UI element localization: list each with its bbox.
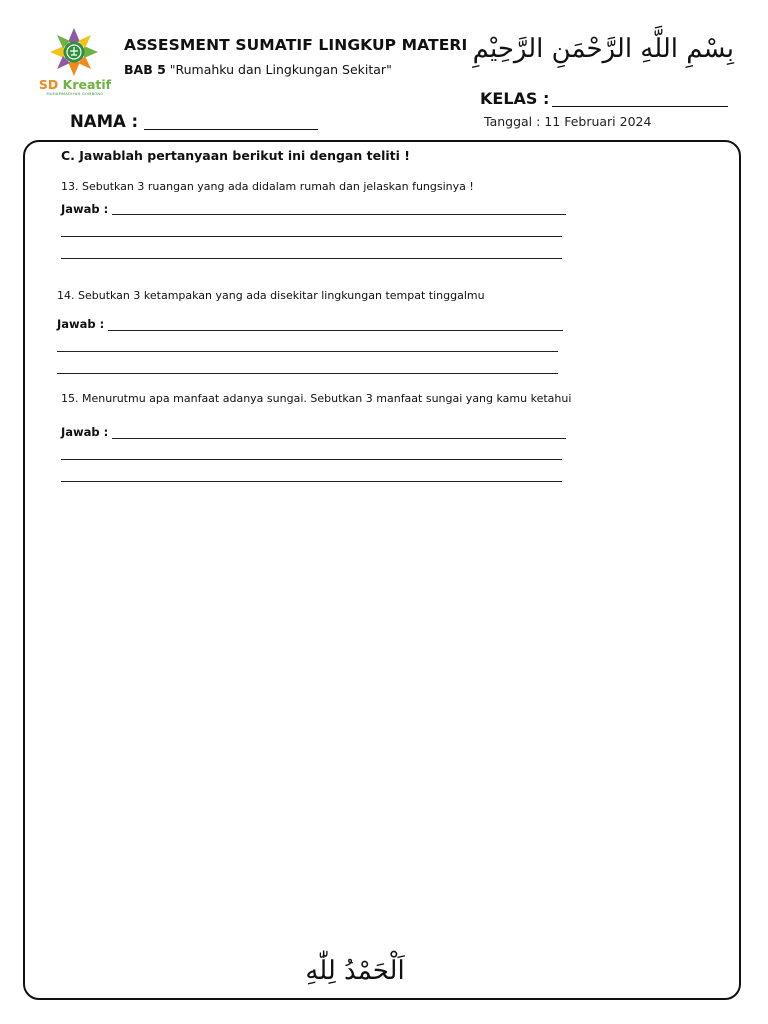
kelas-field[interactable] xyxy=(552,106,728,107)
page-title: ASSESMENT SUMATIF LINGKUP MATERI xyxy=(124,36,468,54)
answer-label-13: Jawab : xyxy=(61,202,109,216)
bismillah-calligraphy: بِسْمِ اللَّهِ الرَّحْمَنِ الرَّحِيْمِ xyxy=(472,34,734,64)
section-heading: C. Jawablah pertanyaan berikut ini dengan teliti ! xyxy=(61,148,410,163)
nama-label: NAMA : xyxy=(70,112,139,131)
answer-line-14c[interactable] xyxy=(57,373,558,374)
question-13: 13. Sebutkan 3 ruangan yang ada didalam rumah dan jelaskan fungsinya ! xyxy=(61,180,474,193)
answer-label-15: Jawab : xyxy=(61,425,109,439)
answer-line-15c[interactable] xyxy=(61,481,562,482)
answer-line-13c[interactable] xyxy=(61,258,562,259)
question-frame xyxy=(23,140,741,1000)
answer-line-14b[interactable] xyxy=(57,351,558,352)
question-14: 14. Sebutkan 3 ketampakan yang ada disekitar lingkungan tempat tinggalmu xyxy=(57,289,485,302)
answer-line-14a[interactable] xyxy=(108,330,563,331)
logo-text: SD Kreatif xyxy=(38,77,112,92)
answer-label-14: Jawab : xyxy=(57,317,105,331)
kelas-label: KELAS : xyxy=(480,89,550,108)
chapter-label: BAB 5 xyxy=(124,62,166,77)
alhamdulillah-calligraphy: اَلْحَمْدُ لِلّٰهِ xyxy=(305,956,405,986)
chapter-name: "Rumahku dan Lingkungan Sekitar" xyxy=(165,62,392,77)
question-15: 15. Menurutmu apa manfaat adanya sungai. Sebutkan 3 manfaat sungai yang kamu ketahui xyxy=(61,392,572,405)
school-logo xyxy=(36,26,112,100)
answer-line-15b[interactable] xyxy=(61,459,562,460)
nama-field[interactable] xyxy=(144,129,318,130)
school-logo-icon xyxy=(36,26,112,80)
answer-line-15a[interactable] xyxy=(112,438,566,439)
date-text: Tanggal : 11 Februari 2024 xyxy=(484,114,652,129)
page-subtitle xyxy=(124,62,392,77)
logo-subtext: MUHAMMADIYAH GOMBONG xyxy=(46,92,104,96)
answer-line-13a[interactable] xyxy=(112,214,566,215)
answer-line-13b[interactable] xyxy=(61,236,562,237)
